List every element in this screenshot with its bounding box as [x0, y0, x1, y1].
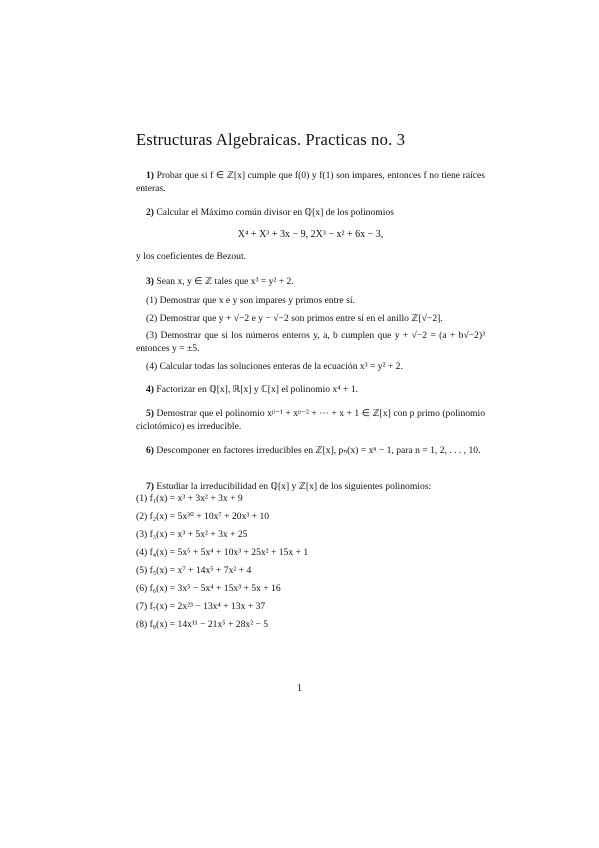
- polynomial-item: (5) f₅(x) = x⁷ + 14x⁵ + 7x² + 4: [136, 565, 252, 576]
- exercise-text: Descomponer en factores irreducibles en ℤ[x], pₙ(x) = xⁿ − 1, para n = 1, 2, . . . , 10.: [156, 445, 481, 456]
- equation: X⁴ + X³ + 3x − 9, 2X³ − x² + 6x − 3,: [237, 229, 384, 240]
- page-title: Estructuras Algebraicas. Practicas no. 3: [136, 130, 406, 149]
- exercise-6: [136, 445, 485, 458]
- exercise-text: Demostrar que el polinomio xᵖ⁻¹ + xᵖ⁻² + ··· + x + 1 ∈ ℤ[x] con p primo (polinomio ciclotómico) es irreducible.: [136, 408, 485, 432]
- polynomial-item: (2) f₂(x) = 5x³⁰ + 10x⁷ + 20x³ + 10: [136, 511, 270, 522]
- exercise-number: 5): [146, 408, 154, 419]
- exercise-1: [136, 170, 485, 195]
- exercise-number: 6): [146, 445, 154, 456]
- exercise-3-part-2: (2) Demostrar que y + √−2 e y − √−2 son primos entre sí en el anillo ℤ[√−2].: [146, 313, 443, 324]
- exercise-5: [136, 408, 485, 433]
- exercise-number: 1): [146, 170, 154, 181]
- polynomial-item: (7) f₇(x) = 2x²³ − 13x⁴ + 13x + 37: [136, 601, 266, 612]
- exercise-text: Calcular el Máximo común divisor en ℚ[x] de los polinomios: [156, 207, 394, 218]
- exercise-number: 7): [146, 481, 154, 492]
- exercise-text: Estudiar la irreducibilidad en ℚ[x] y ℤ[x] de los siguientes polinomios:: [156, 481, 432, 492]
- exercise-7: [136, 481, 485, 494]
- exercise-2-after: y los coeficientes de Bezout.: [136, 251, 247, 262]
- page-number: 1: [297, 683, 302, 694]
- exercise-3-part-3: (3) Demostrar que si los números enteros y, a, b cumplen que y + √−2 = (a + b√−2)³ entonces y = ±5.: [136, 330, 485, 354]
- exercise-3-part-4: (4) Calcular todas las soluciones enteras de la ecuación x³ = y² + 2.: [146, 361, 403, 372]
- exercise-text: Factorizar en ℚ[x], ℝ[x] y ℂ[x] el polinomio x⁴ + 1.: [156, 384, 359, 395]
- polynomial-item: (6) f₆(x) = 3x⁵ − 5x⁴ + 15x³ + 5x + 16: [136, 583, 281, 594]
- polynomial-item: (4) f₄(x) = 5x⁵ + 5x⁴ + 10x³ + 25x² + 15x + 1: [136, 547, 309, 558]
- exercise-3-part-1: (1) Demostrar que x e y son impares y primos entre sí.: [146, 295, 355, 306]
- polynomial-item: (8) f₈(x) = 14x¹¹ − 21x⁵ + 28x² − 5: [136, 619, 269, 630]
- exercise-text: Probar que si f ∈ ℤ[x] cumple que f(0) y f(1) son impares, entonces f no tiene raíces enteras.: [136, 170, 486, 194]
- polynomial-item: (1) f₁(x) = x³ + 3x² + 3x + 9: [136, 493, 243, 504]
- exercise-4: [136, 384, 485, 397]
- exercise-number: 2): [146, 207, 154, 218]
- exercise-2: [136, 207, 485, 220]
- exercise-3: [136, 276, 485, 289]
- exercise-text: Sean x, y ∈ ℤ tales que x³ = y² + 2.: [156, 276, 294, 287]
- exercise-number: 3): [146, 276, 154, 287]
- polynomial-item: (3) f₃(x) = x³ + 5x² + 3x + 25: [136, 529, 248, 540]
- exercise-number: 4): [146, 384, 154, 395]
